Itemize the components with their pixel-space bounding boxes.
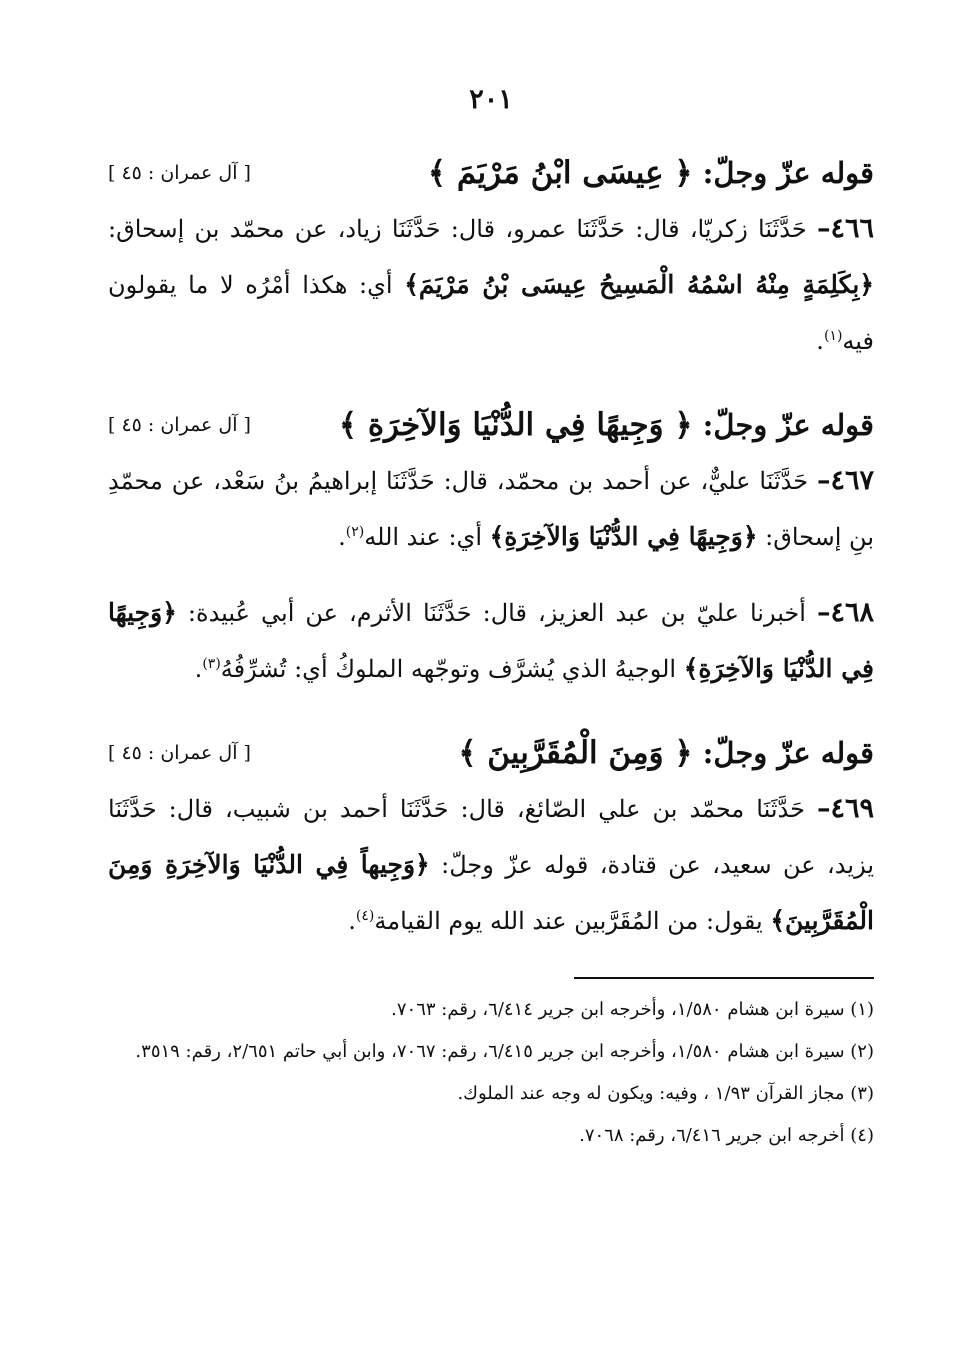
paragraph-end: . <box>816 327 824 355</box>
paragraph-text: حَدَّثَنَا محمّد بن علي الصّائغ، قال: حَدَّثَنَا أحمد بن شبيب، قال: حَدَّثَنَا يزيد، عن سعيد، عن قتادة، قوله عزّ وجلّ: <box>108 795 874 879</box>
hadith-paragraph <box>108 781 874 949</box>
section-heading <box>108 735 874 771</box>
footnote: (٤) أخرجه ابن جرير ٦/٤١٦، رقم: ٧٠٦٨. <box>579 1125 874 1146</box>
hadith-number: ٤٦٧– <box>816 465 874 496</box>
quranic-quote: ﴿وَجِيهًا فِي الدُّنْيَا وَالآخِرَةِ﴾ <box>489 522 758 551</box>
paragraph-end: . <box>338 523 346 551</box>
heading-title <box>428 155 874 191</box>
heading-intro: قوله عزّ وجلّ: <box>702 408 874 442</box>
hadith-number: ٤٦٨– <box>817 597 875 628</box>
footnote: (٣) مجاز القرآن ١/٩٣ ، وفيه: ويكون له وجه عند الملوك. <box>457 1083 874 1104</box>
footnote: (١) سيرة ابن هشام ١/٥٨٠، وأخرجه ابن جرير ٦/٤١٤، رقم: ٧٠٦٣. <box>391 999 874 1020</box>
footnote-marker: (٢) <box>345 524 365 540</box>
footnote-marker: (٤) <box>355 908 375 924</box>
paragraph-text: الوجيهُ الذي يُشرَّف وتوجّهه الملوكُ أي: تُشرِّفُهُ <box>220 655 677 683</box>
paragraph-text: حَدَّثَنَا زكريّا، قال: حَدَّثَنَا عمرو، قال: حَدَّثَنَا زياد، عن محمّد بن إسحاق: <box>108 215 807 243</box>
hadith-paragraph <box>108 201 874 369</box>
verse-reference: [ آل عمران : ٤٥ ] <box>108 162 251 184</box>
paragraph-text: أي: عند الله <box>364 523 482 551</box>
verse-reference: [ آل عمران : ٤٥ ] <box>108 414 251 436</box>
footnotes <box>108 991 874 1155</box>
footnote: (٢) سيرة ابن هشام ١/٥٨٠، وأخرجه ابن جرير ٦/٤١٥، رقم: ٧٠٦٧، وابن أبي حاتم ٢/٦٥١، رقم: ٣٥١٩. <box>135 1041 874 1062</box>
heading-quote: ﴿ وَمِنَ الْمُقَرَّبِينَ ﴾ <box>458 735 693 771</box>
hadith-number: ٤٦٦– <box>816 213 874 244</box>
paragraph-text: أي: هكذا أمْرُه لا ما يقولون فيه <box>108 271 874 355</box>
heading-title <box>339 407 874 443</box>
paragraph-end: . <box>194 655 203 683</box>
hadith-paragraph <box>108 585 874 697</box>
paragraph-text: حَدَّثَنَا عليٌّ، عن أحمد بن محمّد، قال: حَدَّثَنَا إبراهيمُ بنُ سَعْد، عن محمّدِ بنِ إسحاق: <box>108 467 874 551</box>
heading-quote: ﴿ وَجِيهًا فِي الدُّنْيَا وَالآخِرَةِ ﴾ <box>338 407 693 443</box>
section-heading <box>108 407 874 443</box>
quranic-quote: ﴿وَجِيهاً فِي الدُّنْيَا وَالآخِرَةِ وَمِنَ الْمُقَرَّبِينَ﴾ <box>108 850 874 935</box>
page-number: ٢٠١ <box>469 84 513 115</box>
footnote-divider <box>574 977 874 979</box>
paragraph-end: . <box>348 907 356 935</box>
heading-intro: قوله عزّ وجلّ: <box>702 736 874 770</box>
hadith-number: ٤٦٩– <box>816 793 874 824</box>
verse-reference: [ آل عمران : ٤٥ ] <box>108 742 251 764</box>
quranic-quote: ﴿بِكَلِمَةٍ مِنْهُ اسْمُهُ الْمَسِيحُ عِيسَى بْنُ مَرْيَمَ﴾ <box>404 270 874 299</box>
footnote-marker: (٣) <box>202 656 221 672</box>
paragraph-text: يقول: من المُقَرَّبين عند الله يوم القيامة <box>374 907 763 935</box>
paragraph-text: أخبرنا عليّ بن عبد العزيز، قال: حَدَّثَنَا الأثرم، عن أبي عُبيدة: <box>187 599 806 627</box>
heading-title <box>458 735 874 771</box>
section-heading <box>108 155 874 191</box>
heading-intro: قوله عزّ وجلّ: <box>702 156 874 190</box>
hadith-paragraph <box>108 453 874 565</box>
quranic-quote: ﴿وَجِيهًا فِي الدُّنْيَا وَالآخِرَةِ﴾ <box>108 598 874 683</box>
heading-quote: ﴿ عِيسَى ابْنُ مَرْيَمَ ﴾ <box>427 155 693 191</box>
footnote-marker: (١) <box>823 328 843 344</box>
